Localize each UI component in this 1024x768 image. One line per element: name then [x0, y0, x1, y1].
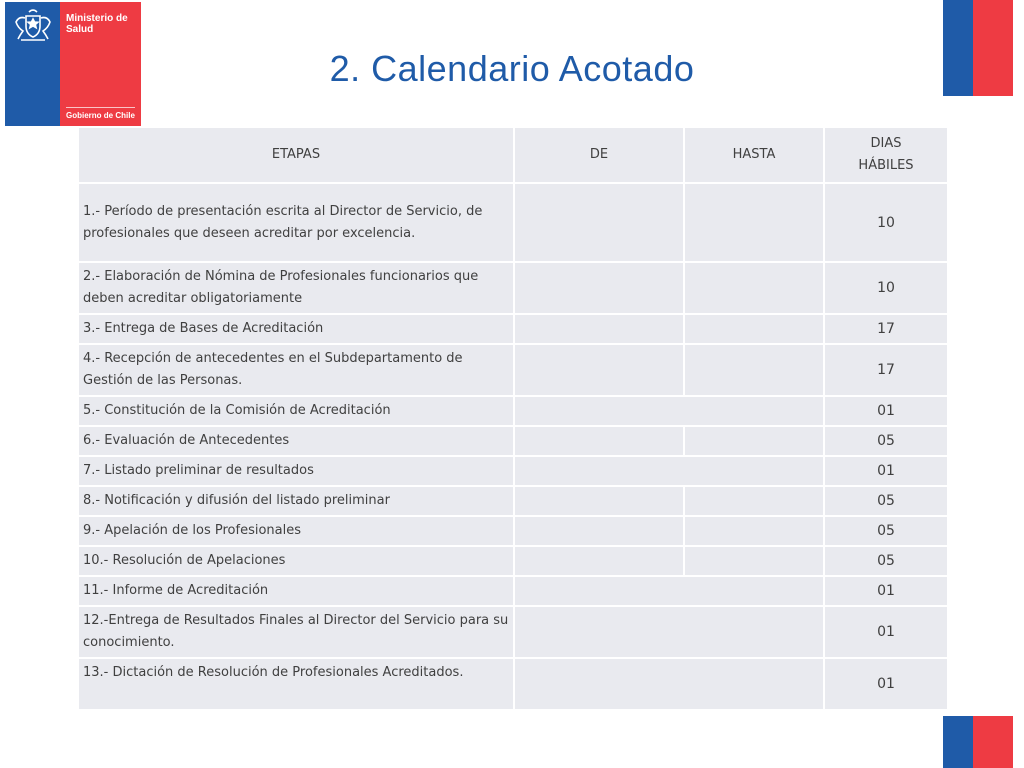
flag-blue-stripe — [943, 716, 973, 768]
etapa-cell: 2.- Elaboración de Nómina de Profesionales funcionarios que deben acreditar obligatoriamente — [78, 262, 514, 314]
etapa-cell: 10.- Resolución de Apelaciones — [78, 546, 514, 576]
etapa-cell: 3.- Entrega de Bases de Acreditación — [78, 314, 514, 344]
hasta-cell — [684, 262, 824, 314]
etapa-cell: 9.- Apelación de los Profesionales — [78, 516, 514, 546]
hasta-cell — [684, 516, 824, 546]
header-dias-habiles — [824, 127, 948, 183]
table-row — [78, 396, 948, 426]
hasta-cell — [684, 183, 824, 262]
hasta-cell — [684, 546, 824, 576]
dias-cell: 05 — [824, 486, 948, 516]
dias-cell: 05 — [824, 426, 948, 456]
logo-line2: Salud — [66, 24, 94, 35]
coat-of-arms-icon — [11, 8, 55, 44]
logo-divider — [66, 107, 135, 108]
de-cell — [514, 262, 684, 314]
dias-cell: 05 — [824, 516, 948, 546]
etapa-cell: 13.- Dictación de Resolución de Profesionales Acreditados. — [78, 658, 514, 710]
table-row — [78, 576, 948, 606]
etapa-cell: 6.- Evaluación de Antecedentes — [78, 426, 514, 456]
page-title: 2. Calendario Acotado — [329, 48, 695, 89]
flag-red-stripe — [973, 716, 1013, 768]
table-row — [78, 658, 948, 710]
dias-cell: 17 — [824, 344, 948, 396]
header-dias-line2: HÁBILES — [858, 158, 914, 173]
table-row — [78, 344, 948, 396]
hasta-cell — [684, 314, 824, 344]
etapa-cell: 8.- Notificación y difusión del listado preliminar — [78, 486, 514, 516]
de-cell — [514, 183, 684, 262]
de-hasta-cell — [514, 396, 824, 426]
dias-cell: 01 — [824, 606, 948, 658]
table-header-row — [78, 127, 948, 183]
de-hasta-cell — [514, 606, 824, 658]
table-row — [78, 262, 948, 314]
table-row — [78, 606, 948, 658]
de-cell — [514, 486, 684, 516]
dias-cell: 10 — [824, 262, 948, 314]
hasta-cell — [684, 486, 824, 516]
dias-cell: 01 — [824, 396, 948, 426]
de-cell — [514, 426, 684, 456]
etapa-cell: 4.- Recepción de antecedentes en el Subdepartamento de Gestión de las Personas. — [78, 344, 514, 396]
hasta-cell — [684, 426, 824, 456]
header-de: DE — [514, 127, 684, 183]
etapa-cell: 1.- Período de presentación escrita al Director de Servicio, de profesionales que deseen acreditar por excelencia. — [78, 183, 514, 262]
table-row — [78, 314, 948, 344]
dias-cell: 10 — [824, 183, 948, 262]
etapa-cell: 12.-Entrega de Resultados Finales al Director del Servicio para su conocimiento. — [78, 606, 514, 658]
de-cell — [514, 546, 684, 576]
table-row — [78, 516, 948, 546]
de-hasta-cell — [514, 456, 824, 486]
logo-government-name: Gobierno de Chile — [66, 111, 135, 120]
table-row — [78, 183, 948, 262]
dias-cell: 01 — [824, 456, 948, 486]
etapa-cell: 7.- Listado preliminar de resultados — [78, 456, 514, 486]
table-row — [78, 486, 948, 516]
header-hasta: HASTA — [684, 127, 824, 183]
table-row — [78, 546, 948, 576]
logo-ministry-name — [66, 13, 128, 35]
de-hasta-cell — [514, 658, 824, 710]
dias-cell: 17 — [824, 314, 948, 344]
calendar-table — [77, 126, 949, 711]
de-hasta-cell — [514, 576, 824, 606]
etapa-cell: 11.- Informe de Acreditación — [78, 576, 514, 606]
de-cell — [514, 344, 684, 396]
de-cell — [514, 516, 684, 546]
de-cell — [514, 314, 684, 344]
header-dias-line1: DIAS — [870, 136, 902, 151]
logo-line1: Ministerio de — [66, 13, 128, 24]
etapa-cell: 5.- Constitución de la Comisión de Acreditación — [78, 396, 514, 426]
dias-cell: 01 — [824, 658, 948, 710]
hasta-cell — [684, 344, 824, 396]
dias-cell: 05 — [824, 546, 948, 576]
header-etapas: ETAPAS — [78, 127, 514, 183]
table-row — [78, 456, 948, 486]
flag-bar-bottom — [943, 716, 1013, 768]
dias-cell: 01 — [824, 576, 948, 606]
table-row — [78, 426, 948, 456]
